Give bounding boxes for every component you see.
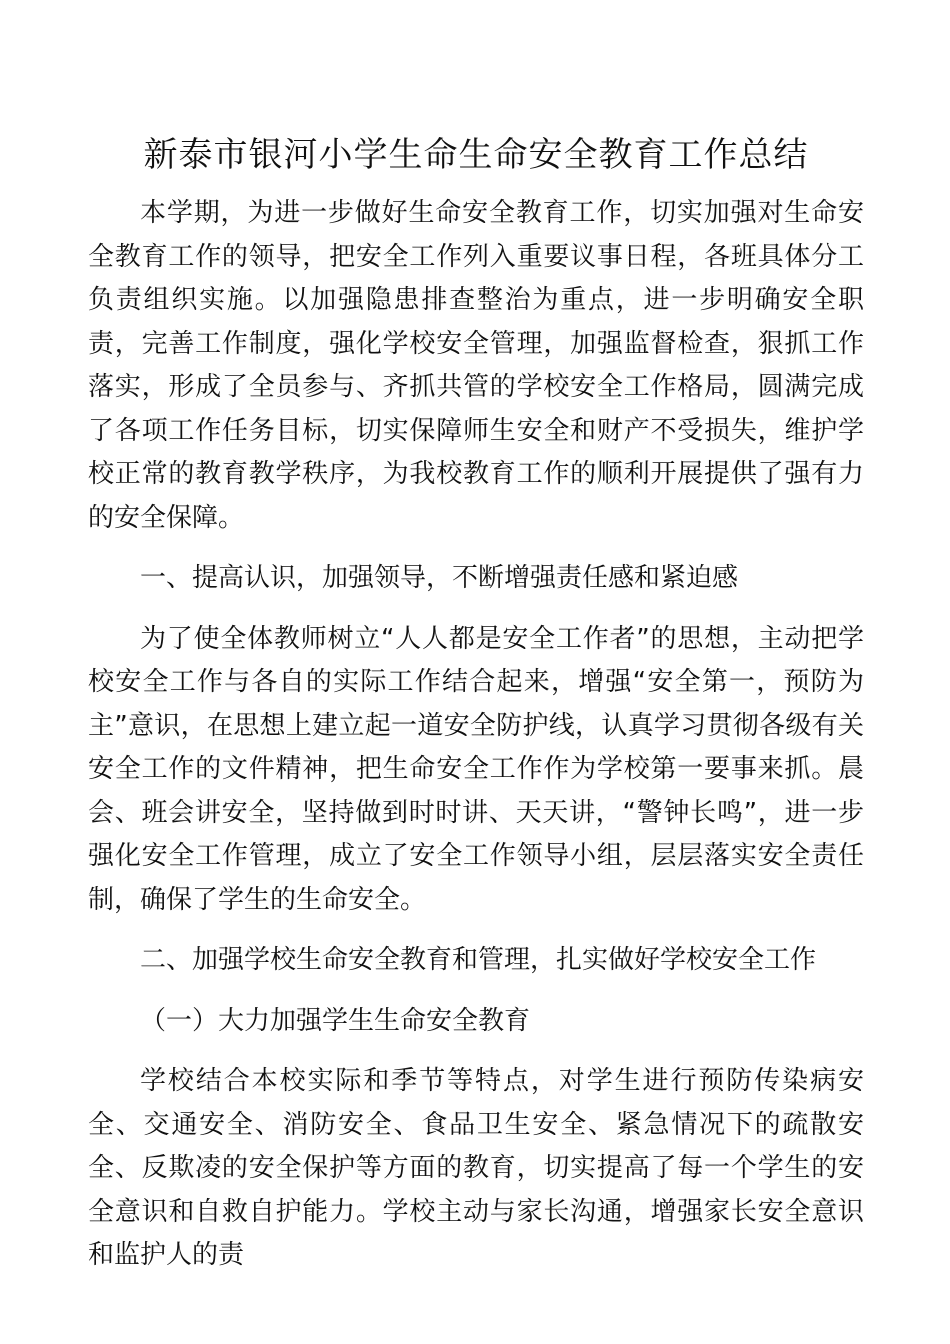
section-heading-1: 一、提高认识，加强领导，不断增强责任感和紧迫感 [140,563,739,593]
document-title: 新泰市银河小学生命生命安全教育工作总结 [143,135,809,175]
section-1-paragraph: 为了使全体教师树立“人人都是安全工作者”的思想，主动把学校安全工作与各自的实际工作结合起来，增强“安全第一，预防为主”意识，在思想上建立起一道安全防护线，认真学习贯彻各级有关安全工作的文件精神，把生命安全工作作为学校第一要事来抓。晨会、班会讲安全，坚持做到时时讲、天天讲，“警钟长鸣”，进一步强化安全工作管理，成立了安全工作领导小组，层层落实安全责任制，确保了学生的生命安全。 [88,623,864,915]
intro-paragraph: 本学期，为进一步做好生命安全教育工作，切实加强对生命安全教育工作的领导，把安全工作列入重要议事日程，各班具体分工负责组织实施。以加强隐患排查整治为重点，进一步明确安全职责，完善工作制度，强化学校安全管理，加强监督检查，狠抓工作落实，形成了全员参与、齐抓共管的学校安全工作格局，圆满完成了各项工作任务目标，切实保障师生安全和财产不受损失，维护学校正常的教育教学秩序，为我校教育工作的顺利开展提供了强有力的安全保障。 [88,198,864,533]
section-heading-2: 二、加强学校生命安全教育和管理，扎实做好学校安全工作 [140,945,817,975]
subsection-1-paragraph: 学校结合本校实际和季节等特点，对学生进行预防传染病安全、交通安全、消防安全、食品卫生安全、紧急情况下的疏散安全、反欺凌的安全保护等方面的教育，切实提高了每一个学生的安全意识和自救自护能力。学校主动与家长沟通，增强家长安全意识和监护人的责 [88,1066,864,1270]
subsection-heading-1: （一）大力加强学生生命安全教育 [140,1005,531,1036]
document-page [88,130,864,1295]
